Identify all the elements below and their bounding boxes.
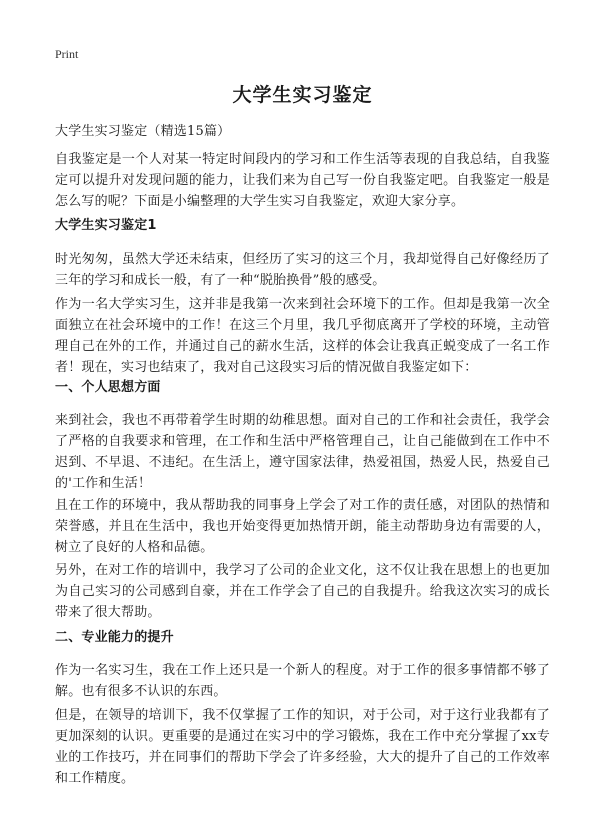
document-subtitle: 大学生实习鉴定（精选15篇） [55, 124, 231, 139]
paragraph-3: 来到社会，我也不再带着学生时期的幼稚思想。面对自己的工作和社会责任，我学会了严格的自我要求和管理，在工作和生活中严格管理自己，让自己能做到在工作中不迟到、不早退、不违纪。在生活上，遵守国家法律，热爱祖国，热爱人民，热爱自己的'工作和生活！ [55, 413, 550, 491]
intro-paragraph: 自我鉴定是一个人对某一特定时间段内的学习和工作生活等表现的自我总结，自我鉴定可以提升对发现问题的能力，让我们来为自己写一份自我鉴定吧。自我鉴定一般是怎么写的呢？下面是小编整理的大学生实习自我鉴定，欢迎大家分享。 [55, 152, 550, 209]
heading-professional-ability: 二、专业能力的提升 [55, 630, 174, 645]
document-title: 大学生实习鉴定 [232, 84, 373, 106]
paragraph-7: 但是，在领导的培训下，我不仅掌握了工作的知识，对于公司，对于这行业我都有了更加深刻的认识。更重要的是通过在实习中的学习锻炼，我在工作中充分掌握了xx专业的工作技巧，并在同事们的帮助下学会了许多经验，大大的提升了自己的工作效率和工作精度。 [55, 708, 550, 786]
heading-personal-thought: 一、个人思想方面 [55, 380, 161, 395]
print-label[interactable]: Print [55, 47, 79, 61]
section-title-1: 大学生实习鉴定1 [55, 218, 157, 233]
paragraph-5: 另外，在对工作的培训中，我学习了公司的企业文化，这不仅让我在思想上的也更加为自己实习的公司感到自豪，并在工作学会了自己的自我提升。给我这次实习的成长带来了很大帮助。 [55, 563, 550, 620]
paragraph-2: 作为一名大学实习生，这并非是我第一次来到社会环境下的工作。但却是我第一次全面独立在社会环境中的工作！在这三个月里，我几乎彻底离开了学校的环境，主动管理自己在外的工作，并通过自己的薪水生活，这样的体会让我真正蜕变成了一名工作者！现在，实习也结束了，我对自己这段实习后的情况做自我鉴定如下： [55, 297, 550, 375]
paragraph-4: 且在工作的环境中，我从帮助我的同事身上学会了对工作的责任感，对团队的热情和荣誉感，并且在生活中，我也开始变得更加热情开朗，能主动帮助身边有需要的人，树立了良好的人格和品德。 [55, 498, 550, 555]
paragraph-1: 时光匆匆，虽然大学还未结束，但经历了实习的这三个月，我却觉得自己好像经历了三年的学习和成长一般，有了一种“脱胎换骨”般的感受。 [55, 252, 550, 288]
paragraph-6: 作为一名实习生，我在工作上还只是一个新人的程度。对于工作的很多事情都不够了解。也有很多不认识的东西。 [55, 663, 550, 699]
